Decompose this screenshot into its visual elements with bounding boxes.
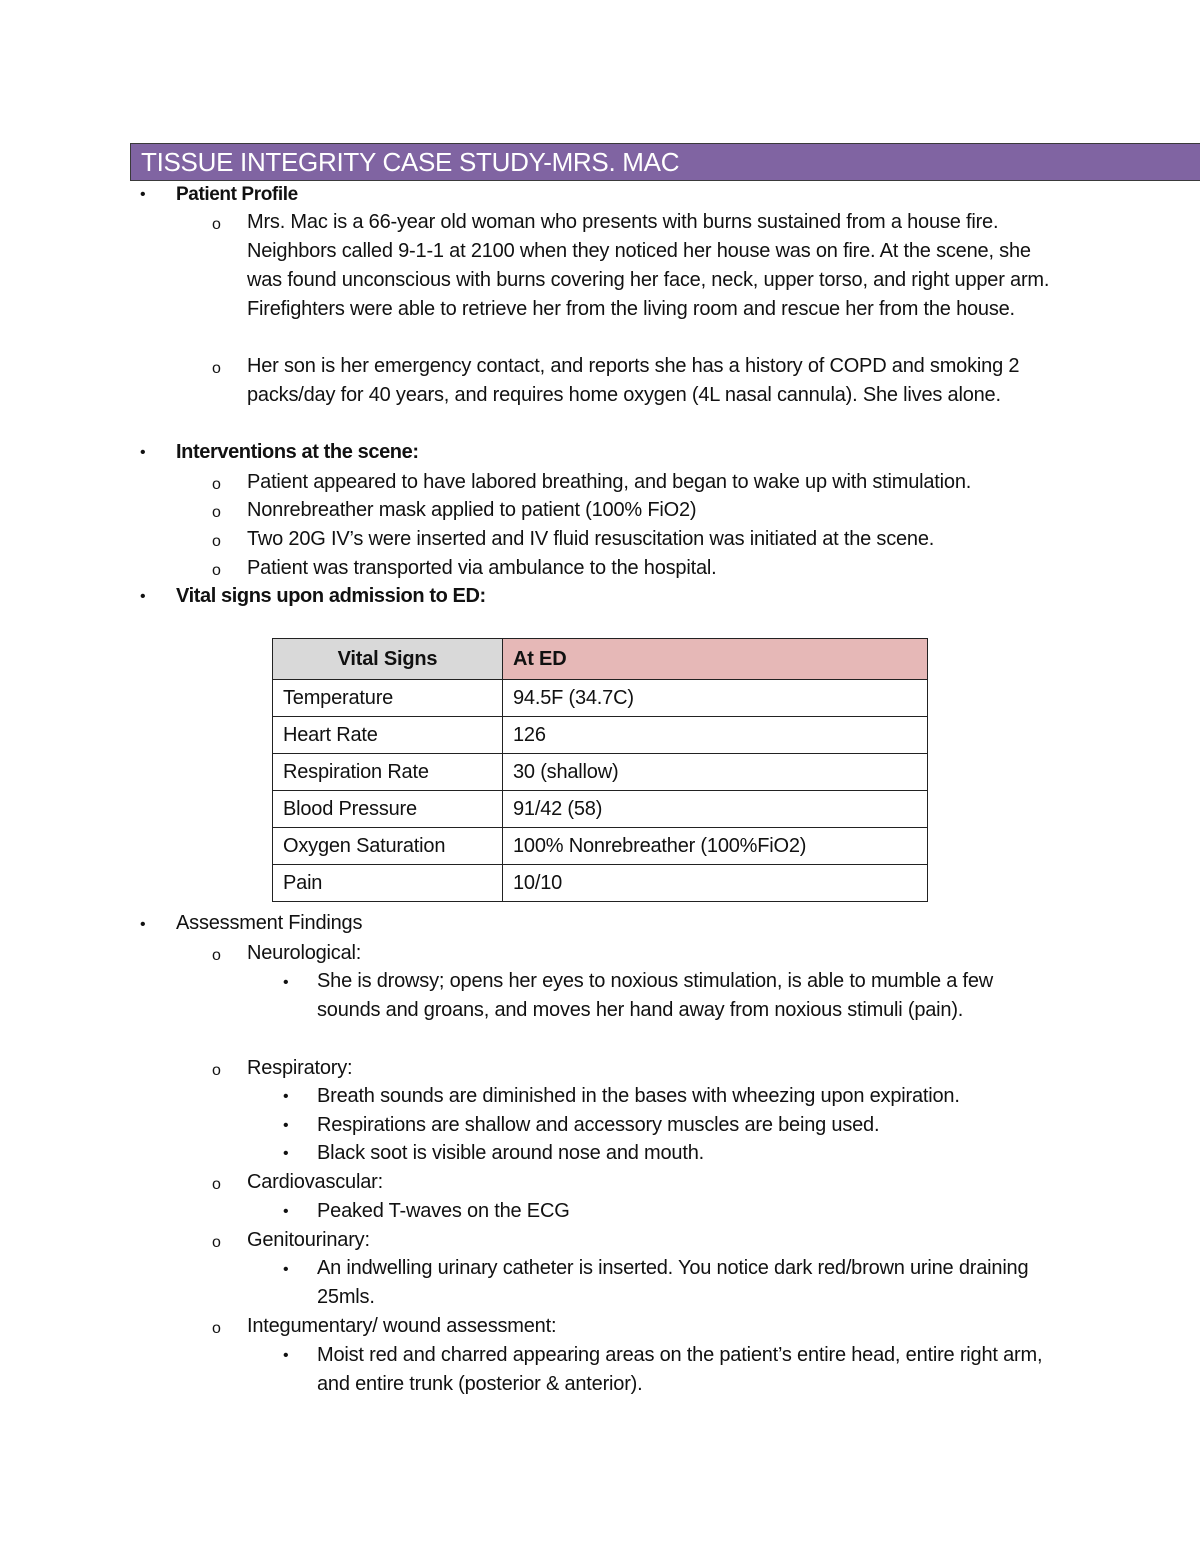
assessment-group-label: Neurological:: [247, 942, 362, 964]
table-cell-label: Pain: [273, 865, 503, 902]
sub-bullet-icon: o: [212, 562, 221, 579]
bullet-icon: •: [283, 1117, 289, 1134]
list-item: She is drowsy; opens her eyes to noxious stimulation, is able to mumble a few sounds and groans, and moves her hand away from noxious stimuli (pain).: [317, 970, 994, 1021]
title-bar: [130, 143, 1200, 181]
section-heading-assessment: Assessment Findings: [176, 912, 363, 934]
assessment-group-label: Cardiovascular:: [247, 1171, 383, 1193]
bullet-icon: •: [140, 444, 146, 461]
list-item: Respirations are shallow and accessory muscles are being used.: [317, 1114, 880, 1136]
table-cell-value: 126: [503, 717, 928, 754]
list-item: Peaked T-waves on the ECG: [317, 1200, 570, 1222]
sub-bullet-icon: o: [212, 216, 221, 233]
sub-bullet-icon: o: [212, 1176, 221, 1193]
assessment-group-label: Respiratory:: [247, 1057, 353, 1079]
list-item: Nonrebreather mask applied to patient (100% FiO2): [247, 499, 697, 521]
table-cell-label: Respiration Rate: [273, 754, 503, 791]
section-heading-interventions: Interventions at the scene:: [176, 441, 419, 463]
table-cell-value: 100% Nonrebreather (100%FiO2): [503, 828, 928, 865]
table-row: [273, 828, 928, 865]
bullet-icon: •: [283, 1261, 289, 1278]
list-item: Black soot is visible around nose and mouth.: [317, 1142, 704, 1164]
table-cell-value: 91/42 (58): [503, 791, 928, 828]
sub-bullet-icon: o: [212, 533, 221, 550]
list-item: Patient was transported via ambulance to the hospital.: [247, 557, 717, 579]
list-item: Mrs. Mac is a 66-year old woman who presents with burns sustained from a house fire. Neighbors called 9-1-1 at 2100 when they noticed her house was on fire. At the scene, she was found unconscious with burns covering her face, neck, upper torso, and right upper arm. Firefighters were able to retrieve her from the living room and rescue her from the house.: [247, 211, 1050, 320]
sub-bullet-icon: o: [212, 476, 221, 493]
document-title: TISSUE INTEGRITY CASE STUDY-MRS. MAC: [141, 147, 680, 177]
sub-bullet-icon: o: [212, 1320, 221, 1337]
table-row: [273, 680, 928, 717]
bullet-icon: •: [283, 974, 289, 991]
assessment-group-label: Integumentary/ wound assessment:: [247, 1315, 557, 1337]
table-cell-label: Heart Rate: [273, 717, 503, 754]
bullet-icon: •: [283, 1203, 289, 1220]
bullet-icon: •: [140, 186, 146, 203]
table-cell-label: Blood Pressure: [273, 791, 503, 828]
list-item: An indwelling urinary catheter is inserted. You notice dark red/brown urine draining 25mls.: [317, 1257, 1029, 1308]
bullet-icon: •: [283, 1088, 289, 1105]
table-row: [273, 754, 928, 791]
table-cell-label: Temperature: [273, 680, 503, 717]
list-item: Her son is her emergency contact, and reports she has a history of COPD and smoking 2 packs/day for 40 years, and requires home oxygen (4L nasal cannula). She lives alone.: [247, 355, 1020, 406]
vitals-table: [272, 638, 928, 902]
list-item: Breath sounds are diminished in the bases with wheezing upon expiration.: [317, 1085, 960, 1107]
table-header-row: [273, 639, 928, 680]
list-item: Patient appeared to have labored breathing, and began to wake up with stimulation.: [247, 471, 972, 493]
sub-bullet-icon: o: [212, 360, 221, 377]
table-cell-value: 94.5F (34.7C): [503, 680, 928, 717]
bullet-icon: •: [140, 916, 146, 933]
table-cell-value: 10/10: [503, 865, 928, 902]
assessment-group-label: Genitourinary:: [247, 1229, 370, 1251]
sub-bullet-icon: o: [212, 1234, 221, 1251]
table-row: [273, 791, 928, 828]
table-row: [273, 865, 928, 902]
bullet-icon: •: [283, 1145, 289, 1162]
bullet-icon: •: [140, 588, 146, 605]
table-cell-value: 30 (shallow): [503, 754, 928, 791]
table-header-cell: Vital Signs: [273, 639, 503, 680]
section-heading-patient-profile: Patient Profile: [176, 184, 298, 205]
list-item: Two 20G IV’s were inserted and IV fluid resuscitation was initiated at the scene.: [247, 528, 935, 550]
table-cell-label: Oxygen Saturation: [273, 828, 503, 865]
table-header-cell: At ED: [503, 639, 928, 680]
sub-bullet-icon: o: [212, 947, 221, 964]
sub-bullet-icon: o: [212, 504, 221, 521]
sub-bullet-icon: o: [212, 1062, 221, 1079]
table-row: [273, 717, 928, 754]
list-item: Moist red and charred appearing areas on the patient’s entire head, entire right arm, and entire trunk (posterior & anterior).: [317, 1344, 1043, 1395]
bullet-icon: •: [283, 1347, 289, 1364]
section-heading-vitals: Vital signs upon admission to ED:: [176, 585, 486, 607]
